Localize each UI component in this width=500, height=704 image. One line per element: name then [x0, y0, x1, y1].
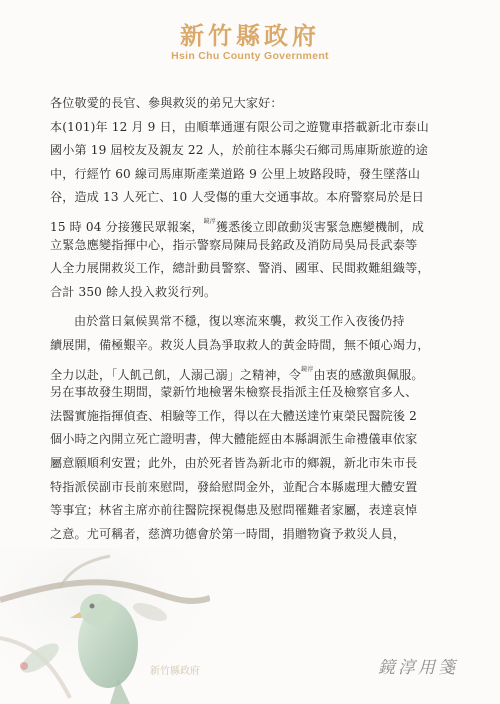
watermark-text: 新竹縣政府 — [150, 666, 200, 677]
p2-line-10: 之意。尤可稱者，慈濟功德會於第一時間，捐贈物資予救災人員， — [50, 526, 406, 541]
small-name-1: 鏡淳 — [203, 217, 216, 225]
p1-line-8: 合計 350 餘人投入救災行列。 — [50, 284, 217, 299]
bird-watermark-illustration — [0, 548, 210, 704]
p2-line-4: 另在事故發生期間，蒙新竹地檢署朱檢察長指派主任及檢察官多人、 — [50, 385, 418, 400]
p2-line-7: 屬意願順利安置；此外，由於死者皆為新北市的鄉親，新北市朱市長 — [50, 455, 418, 470]
greeting — [50, 92, 454, 116]
paragraph-2 — [50, 310, 454, 546]
p1-line-2: 國小第 19 屆校友及親友 22 人，於前往本縣尖石鄉司馬庫斯旅遊的途 — [50, 143, 428, 158]
p1-line-3: 中，行經竹 60 線司馬庫斯產業道路 9 公里上坡路段時，發生墜落山 — [50, 166, 421, 181]
p2-line-6: 個小時之內開立死亡證明書，俾大體能經由本縣調派生命禮儀車依家 — [50, 432, 418, 447]
p2-line-3b: 由衷的感激與佩服。 — [313, 367, 424, 382]
letterhead-logo: 新竹縣政府 — [180, 21, 320, 50]
p1-line-5b: 獲悉後立即啟動災害緊急應變機制，成 — [215, 219, 425, 234]
paragraph-1 — [50, 116, 454, 305]
p1-line-6: 立緊急應變指揮中心，指示警察局陳局長銘政及消防局吳局長武泰等 — [50, 237, 418, 252]
p2-line-1: 由於當日氣候異常不穩，復以寒流來襲，救災工作入夜後仍持 — [74, 314, 405, 329]
p1-line-5 — [50, 210, 454, 234]
letter-body — [50, 92, 454, 546]
p2-line-3a: 全力以赴，「人飢己飢，人溺己溺」之精神，令 — [50, 367, 302, 382]
signature-stationery-mark: 鏡淳用箋 — [378, 658, 458, 678]
p2-line-2: 續展開，備極艱辛。救災人員為爭取救人的黃金時間，無不傾心竭力， — [50, 337, 430, 352]
letterhead-subtitle: Hsin Chu County Government — [171, 50, 329, 62]
p1-line-4: 谷，造成 13 人死亡、10 人受傷的重大交通事故。本府警察局於是日 — [50, 190, 424, 205]
p2-line-8: 特指派侯副市長前來慰問，發給慰問金外，並配合本縣處理大體安置 — [50, 479, 418, 494]
p2-line-3 — [50, 358, 454, 382]
p1-line-1: 本(101)年 12 月 9 日，由順華通運有限公司之遊覽車搭載新北市泰山 — [50, 119, 429, 134]
p2-line-5: 法醫實施指揮偵查、相驗等工作，得以在大體送達竹東榮民醫院後 2 — [50, 408, 417, 423]
p1-line-7: 人全力展開救災工作，總計動員警察、警消、國軍、民間救難組織等， — [50, 261, 430, 276]
p2-line-9: 等事宜；林省主席亦前往醫院探視傷患及慰問罹難者家屬，表達哀悼 — [50, 503, 418, 518]
p1-line-5a: 15 時 04 分接獲民眾報案， — [50, 219, 204, 234]
small-name-2: 鏡淳 — [301, 365, 314, 373]
greeting-line: 各位敬愛的長官、參與救災的弟兄大家好： — [50, 96, 283, 110]
